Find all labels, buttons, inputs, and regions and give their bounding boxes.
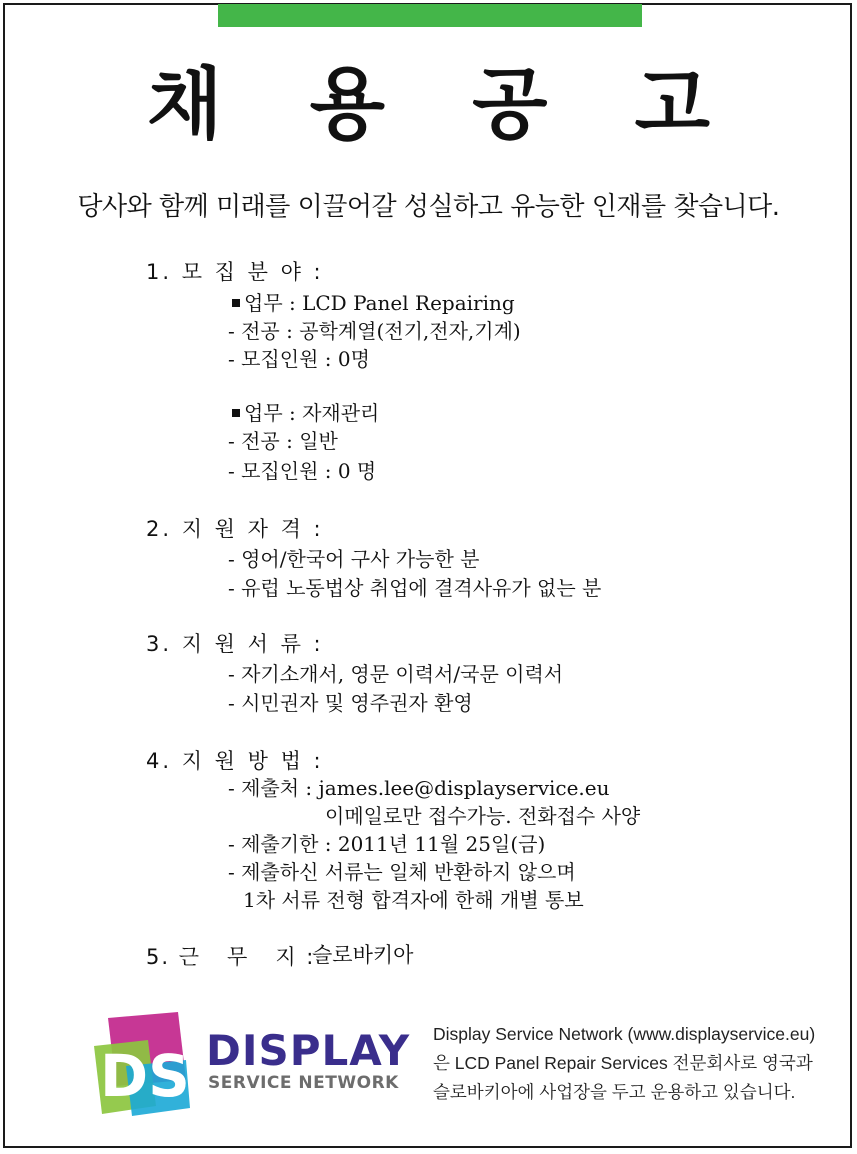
job2-duty [232,397,379,426]
section-heading-recruit: 1. 모 집 분 야 : [146,260,324,284]
logo-word-service-network: SERVICE NETWORK [208,1073,399,1093]
job1-duty-text: 업무 : LCD Panel Repairing [244,291,515,315]
job1-count: - 모집인원 : 0명 [228,347,370,371]
company-line: 은 LCD Panel Repair Services 전문회사로 영국과 [433,1053,813,1073]
documents-item: - 시민권자 및 영주권자 환영 [228,691,473,715]
ds-logo-icon [86,1010,196,1120]
job1-major: - 전공 : 공학계열(전기,전자,기계) [228,319,521,343]
logo-mark-text: DS [100,1042,190,1110]
logo-word-display: DISPLAY [206,1026,411,1075]
location-value: 슬로바키아 [312,943,414,967]
company-description [433,1020,828,1107]
section-heading-qualification: 2. 지 원 자 격 : [146,517,324,541]
section-heading-location: 5. 근 무 지 : [146,945,316,969]
method-return-note: - 제출하신 서류는 일체 반환하지 않으며 [228,860,576,884]
documents-item: - 자기소개서, 영문 이력서/국문 이력서 [228,662,564,686]
qualification-item: - 유럽 노동법상 취업에 결격사유가 없는 분 [228,576,602,600]
square-bullet-icon [232,299,240,307]
page-subtitle: 당사와 함께 미래를 이끌어갈 성실하고 유능한 인재를 찾습니다. [77,192,780,222]
method-deadline: - 제출기한 : 2011년 11월 25일(금) [228,832,546,856]
square-bullet-icon [232,409,240,417]
job2-duty-text: 업무 : 자재관리 [244,401,380,425]
page-title: 채 용 공 고 [147,60,740,150]
method-notify-note: 1차 서류 전형 합격자에 한해 개별 통보 [243,888,584,912]
method-submit-to: - 제출처 : james.lee@displayservice.eu [228,776,610,800]
section-heading-method: 4. 지 원 방 법 : [146,749,324,773]
qualification-item: - 영어/한국어 구사 가능한 분 [228,547,480,571]
job1-duty [232,287,515,316]
method-submit-note: 이메일로만 접수가능. 전화접수 사양 [325,804,641,828]
top-accent-bar [218,4,642,27]
company-line: 슬로바키아에 사업장을 두고 운용하고 있습니다. [433,1082,796,1102]
job2-major: - 전공 : 일반 [228,429,338,453]
section-heading-documents: 3. 지 원 서 류 : [146,632,324,656]
company-line: Display Service Network (www.displayservice.eu) [433,1024,816,1044]
job2-count: - 모집인원 : 0 명 [228,459,377,483]
